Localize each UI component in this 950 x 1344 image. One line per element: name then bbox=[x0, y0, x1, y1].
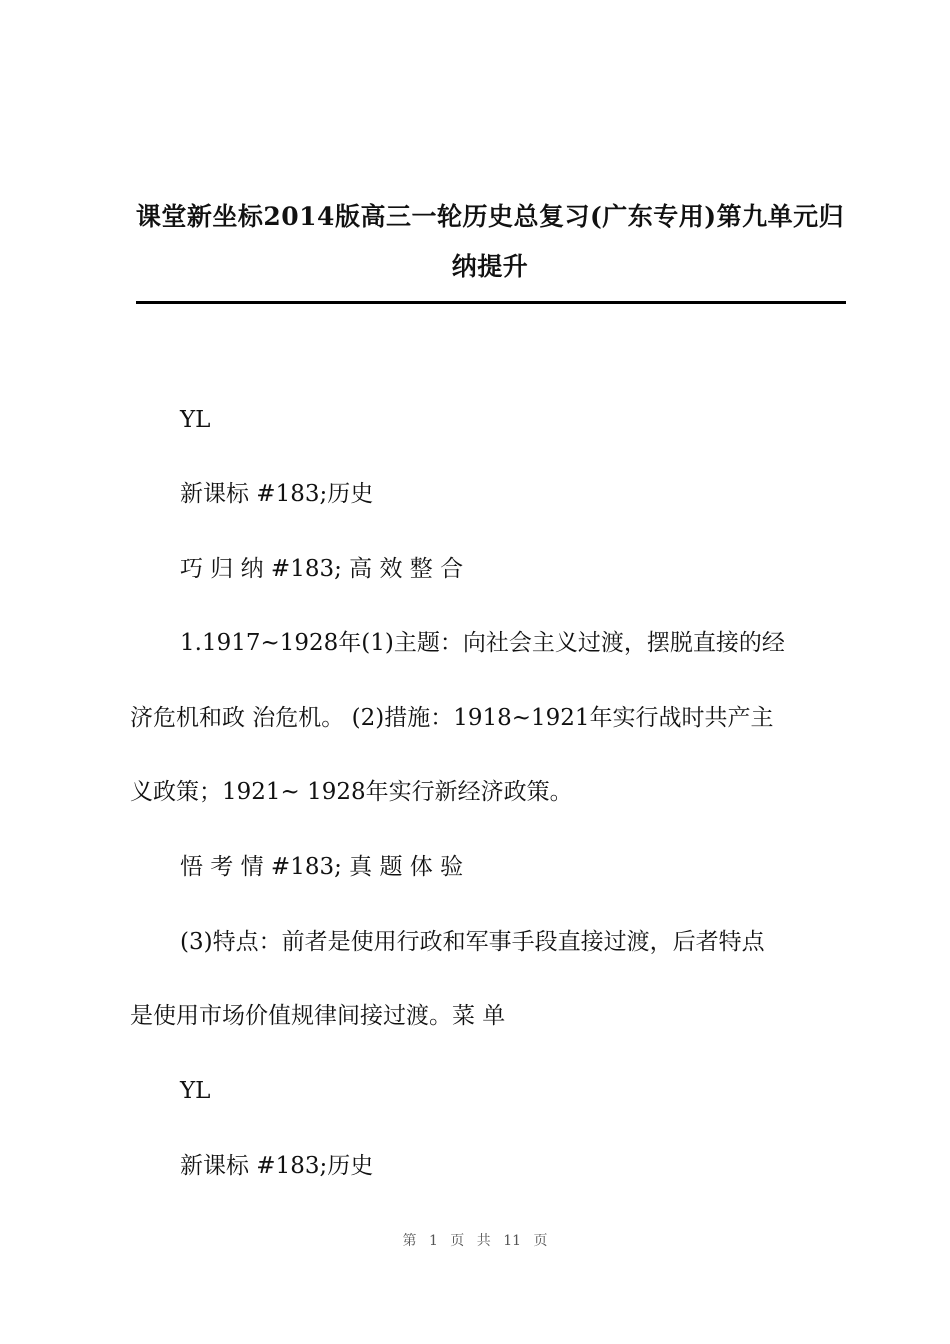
text-line-subject-1: 新课标 #183;历史 bbox=[180, 481, 374, 507]
text-line-paragraph-1c: 义政策；1921~ 1928年实行新经济政策。 bbox=[130, 779, 573, 805]
text-line-yl-1: YL bbox=[180, 407, 211, 433]
text-line-yl-2: YL bbox=[180, 1078, 211, 1104]
text-line-paragraph-2b: 是使用市场价值规律间接过渡。菜 单 bbox=[130, 1003, 506, 1029]
text-line-section-exam: 悟 考 情 #183; 真 题 体 验 bbox=[180, 854, 464, 880]
title-divider bbox=[136, 301, 846, 304]
text-line-paragraph-1a: 1.1917~1928年(1)主题：向社会主义过渡，摆脱直接的经 bbox=[180, 630, 785, 656]
document-title: 课堂新坐标2014版高三一轮历史总复习(广东专用)第九单元归纳提升 bbox=[135, 202, 845, 281]
text-line-subject-2: 新课标 #183;历史 bbox=[180, 1153, 374, 1179]
text-line-paragraph-1b: 济危机和政 治危机。 (2)措施：1918~1921年实行战时共产主 bbox=[130, 705, 774, 731]
text-line-paragraph-2a: (3)特点：前者是使用行政和军事手段直接过渡，后者特点 bbox=[180, 929, 765, 955]
page-footer: 第 1 页 共 11 页 bbox=[402, 1233, 548, 1249]
text-line-section-summary: 巧 归 纳 #183; 高 效 整 合 bbox=[180, 556, 464, 582]
